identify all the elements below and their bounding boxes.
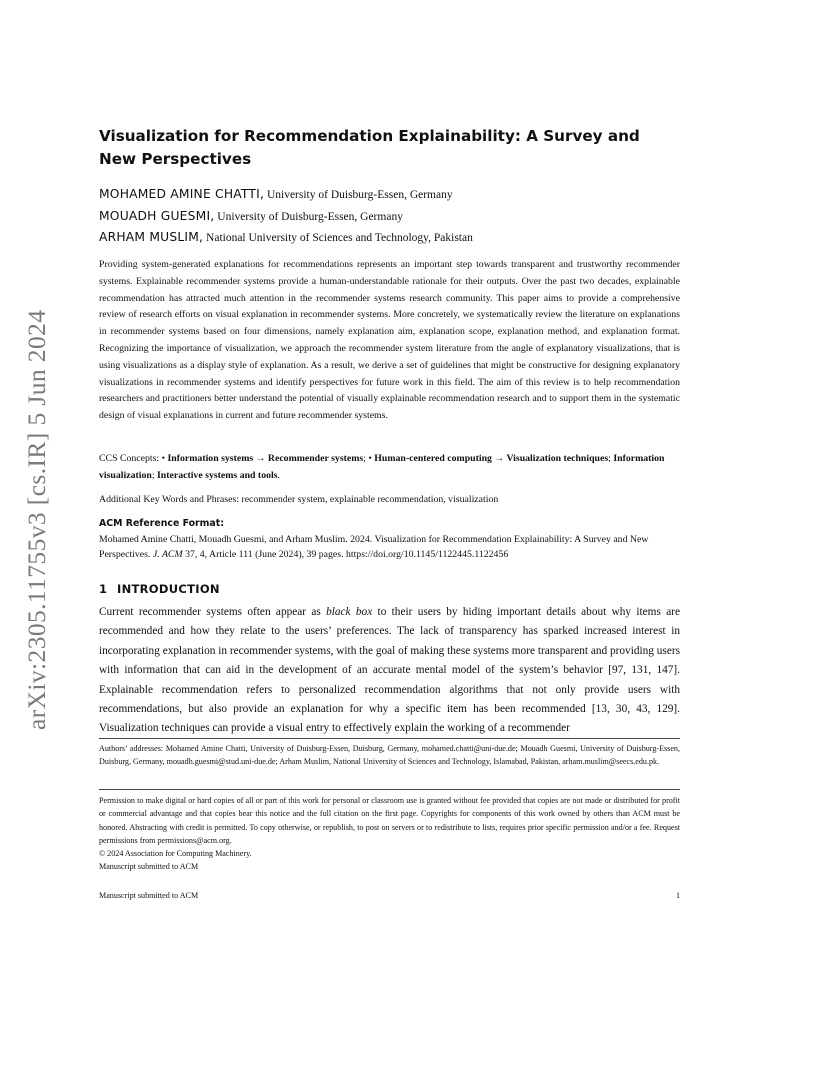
- ccs-end: .: [277, 469, 280, 481]
- intro-text: to their users by hiding important details about why items are recommended and how they relate to the users’ preferences. The lack of transparency has sparked increased interest in incorporating explanation in recommender systems, with the goal of making these systems more transparent and providing users with information that can aid in the development of an accurate mental model of the system’s behavior [97, 131, 147]. Explainable recommendation refers to personalized recommendation algorithms that not only provide users with recommendations, but also provide an explanation for why a specific item has been recommended [13, 30, 43, 129]. Visualization techniques can provide a visual entry to effectively explain the working of a recommender: [99, 606, 680, 735]
- author-entry: [99, 226, 680, 248]
- author-name: MOUADH GUESMI,: [99, 208, 215, 223]
- author-entry: [99, 205, 680, 227]
- ccs-separator: ;: [151, 469, 157, 481]
- footnote-divider: [99, 738, 680, 739]
- ccs-label: CCS Concepts: •: [99, 453, 168, 464]
- section-title: INTRODUCTION: [117, 582, 220, 596]
- ccs-separator: ;: [608, 453, 614, 464]
- acm-reference: [99, 516, 680, 563]
- copyright-line: © 2024 Association for Computing Machinery.: [99, 849, 252, 859]
- page-footer: [99, 891, 680, 900]
- acm-reference-heading: ACM Reference Format:: [99, 518, 224, 529]
- authors-addresses-footnote: Authors’ addresses: Mohamed Amine Chatti, University of Duisburg-Essen, Duisburg, Germany, mohamed.chatti@uni-due.de; Mouadh Guesmi, University of Duisburg-Essen, Duisburg, Germany, mouadh.guesmi@stud.uni-due.de; Arham Muslim, National University of Sciences and Technology, Islamabad, Pakistan, arham.muslim@seecs.edu.pk.: [99, 744, 680, 767]
- page-number: 1: [675, 891, 680, 900]
- keywords: Additional Key Words and Phrases: recommender system, explainable recommendation, visualization: [99, 494, 499, 505]
- author-affiliation: University of Duisburg-Essen, Germany: [264, 189, 453, 201]
- ccs-concepts: [99, 451, 680, 484]
- permission-text: Permission to make digital or hard copies of all or part of this work for personal or classroom use is granted without fee provided that copies are not made or distributed for profit or commercial advantage and that copies bear this notice and the full citation on the first page. Copyrights for components of this work owned by others than ACM must be honored. Abstracting with credit is permitted. To copy otherwise, or republish, to post on servers or to redistribute to lists, requires prior specific permission and/or a fee. Request permissions from permissions@acm.org.: [99, 796, 680, 845]
- acm-reference-details: 37, 4, Article 111 (June 2024), 39 pages. https://doi.org/10.1145/1122445.1122456: [182, 549, 509, 560]
- author-entry: [99, 183, 680, 205]
- author-affiliation: University of Duisburg-Essen, Germany: [214, 210, 403, 223]
- author-name: ARHAM MUSLIM,: [99, 230, 204, 244]
- permission-footnote: [99, 794, 680, 874]
- footer-left: Manuscript submitted to ACM: [99, 891, 199, 900]
- intro-paragraph: [99, 603, 680, 739]
- abstract: Providing system-generated explanations for recommendations represents an important step towards transparent and trustworthy recommender systems. Explainable recommender systems provide a human-understandable rationale for their outputs. Over the past two decades, explainable recommendation has attracted much attention in the recommender systems research community. This paper aims to provide a comprehensive review of research efforts on visual explanation in recommender systems. More concretely, we systematically review the literature on explanations in recommender systems based on four dimensions, namely explanation aim, explanation scope, explanation method, and explanation format. Recognizing the importance of visualization, we approach the recommender system literature from the angle of explanatory visualizations, that is using visualizations as a display style of explanation. As a result, we derive a set of guidelines that might be constructive for designing explanatory visualizations in recommender systems and identify perspectives for future work in this field. The aim of this review is to help recommendation researchers and practitioners better understand the potential of visually explainable recommendation research and to support them in the systematic design of visual explanations in current and future recommender systems.: [99, 259, 680, 422]
- acm-reference-text: [99, 532, 680, 563]
- ccs-concept: Information systems → Recommender systems: [167, 453, 364, 464]
- paper-title: Visualization for Recommendation Explainability: A Survey and New Perspectives: [99, 127, 640, 168]
- ccs-concept: Human-centered computing → Visualization techniques: [374, 453, 609, 464]
- section-number: 1: [99, 582, 108, 596]
- acm-reference-citation: Mohamed Amine Chatti, Mouadh Guesmi, and Arham Muslim. 2024. Visualization for Recommendation Explainability: A Survey and New Perspectives.: [99, 533, 649, 560]
- section-heading: [99, 582, 680, 596]
- ccs-concept: Information visualization: [99, 453, 665, 481]
- journal-name: J. ACM: [152, 549, 183, 560]
- author-affiliation: National University of Sciences and Technology, Pakistan: [203, 232, 473, 244]
- ccs-separator: ; •: [363, 453, 375, 464]
- author-name: MOHAMED AMINE CHATTI,: [99, 187, 265, 201]
- manuscript-note: Manuscript submitted to ACM: [99, 862, 199, 872]
- intro-text: Current recommender systems often appear as: [99, 606, 327, 618]
- ccs-concept: Interactive systems and tools: [156, 469, 278, 481]
- author-list: [99, 183, 680, 248]
- footnote-divider: [99, 789, 680, 790]
- intro-emphasis: black box: [326, 606, 373, 618]
- arxiv-identifier: arXiv:2305.11755v3 [cs.IR] 5 Jun 2024: [22, 309, 51, 730]
